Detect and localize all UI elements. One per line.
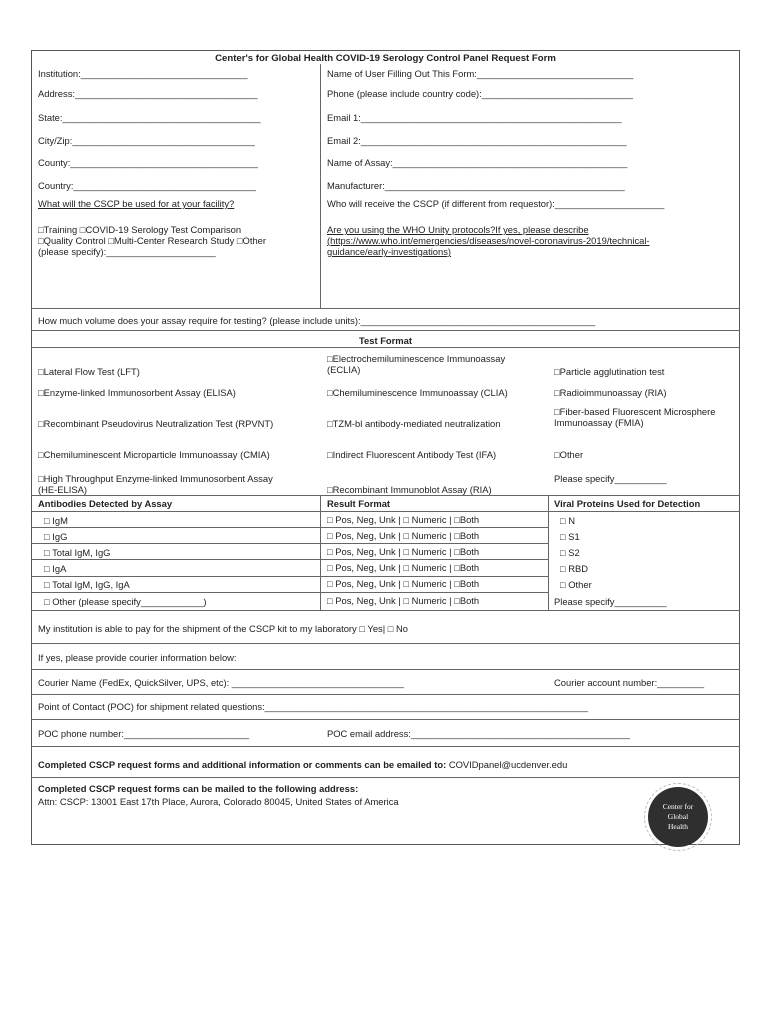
poc-phone-field[interactable]: POC phone number:________________________: [38, 728, 250, 739]
row-line: [31, 576, 548, 577]
poc-field[interactable]: Point of Contact (POC) for shipment related questions:______________________________________________________________: [38, 701, 588, 712]
antibody-iga[interactable]: □ IgA: [44, 563, 67, 574]
request-form: [31, 50, 740, 845]
antibody-total-all[interactable]: □ Total IgM, IgG, IgA: [44, 579, 130, 590]
option-cmia[interactable]: □Chemiluminescent Microparticle Immunoassay (CMIA): [38, 449, 270, 460]
result-format-option[interactable]: □ Pos, Neg, Unk | □ Numeric | □Both: [327, 578, 480, 589]
usage-options-2[interactable]: □Quality Control □Multi-Center Research Study □Other: [38, 235, 267, 246]
result-format-option[interactable]: □ Pos, Neg, Unk | □ Numeric | □Both: [327, 530, 480, 541]
institution-field[interactable]: Institution:________________________________: [38, 68, 248, 79]
courier-info-label: If yes, please provide courier information below:: [38, 652, 237, 663]
section-divider: [320, 64, 321, 308]
city-zip-field[interactable]: City/Zip:___________________________________: [38, 135, 255, 146]
county-field[interactable]: County:____________________________________: [38, 157, 259, 168]
test-format-header: Test Format: [359, 335, 412, 346]
contact-email[interactable]: COVIDpanel@ucdenver.edu: [448, 759, 568, 770]
option-tzm[interactable]: □TZM-bl antibody-mediated neutralization: [327, 418, 501, 429]
logo-line-2: Global: [667, 812, 689, 822]
protein-n[interactable]: □ N: [560, 515, 576, 526]
row-line: [31, 543, 548, 544]
protein-rbd[interactable]: □ RBD: [560, 563, 589, 574]
email-note-text: Completed CSCP request forms and additional information or comments can be emailed to:: [38, 759, 447, 770]
usage-question: What will the CSCP be used for at your facility?: [38, 198, 235, 209]
manufacturer-field[interactable]: Manufacturer:______________________________________________: [327, 180, 625, 191]
shipment-payment-question[interactable]: My institution is able to pay for the shipment of the CSCP kit to my laboratory □ Yes| □ No: [38, 623, 409, 634]
country-field[interactable]: Country:___________________________________: [38, 180, 256, 191]
divider: [31, 746, 740, 747]
divider: [31, 719, 740, 720]
option-eclia[interactable]: □Electrochemiluminescence Immunoassay (ECLIA): [327, 353, 506, 375]
option-elisa[interactable]: □Enzyme-linked Immunosorbent Assay (ELISA): [38, 387, 236, 398]
option-fmia[interactable]: □Fiber-based Fluorescent Microsphere Immunoassay (FMIA): [554, 406, 716, 428]
phone-field[interactable]: Phone (please include country code):_____________________________: [327, 88, 633, 99]
divider: [31, 669, 740, 670]
address-field[interactable]: Address:___________________________________: [38, 88, 258, 99]
option-he-elisa[interactable]: □High Throughput Enzyme-linked Immunosorbent Assay (HE-ELISA): [38, 473, 273, 495]
protein-specify-field[interactable]: Please specify__________: [554, 596, 667, 607]
divider: [31, 610, 740, 611]
protein-s2[interactable]: □ S2: [560, 547, 580, 558]
email1-field[interactable]: Email 1:__________________________________________________: [327, 112, 622, 123]
option-clia[interactable]: □Chemiluminescence Immunoassay (CLIA): [327, 387, 508, 398]
result-format-option[interactable]: □ Pos, Neg, Unk | □ Numeric | □Both: [327, 562, 480, 573]
antibody-igg[interactable]: □ IgG: [44, 531, 68, 542]
divider: [31, 495, 740, 496]
poc-email-field[interactable]: POC email address:__________________________________________: [327, 728, 630, 739]
center-for-global-health-logo: [648, 787, 708, 847]
row-line: [31, 527, 548, 528]
option-ria[interactable]: □Radioimmunoassay (RIA): [554, 387, 667, 398]
result-format-option[interactable]: □ Pos, Neg, Unk | □ Numeric | □Both: [327, 546, 480, 557]
option-ifa[interactable]: □Indirect Fluorescent Antibody Test (IFA): [327, 449, 497, 460]
option-other[interactable]: □Other: [554, 449, 584, 460]
option-particle[interactable]: □Particle agglutination test: [554, 366, 665, 377]
protein-other[interactable]: □ Other: [560, 579, 592, 590]
divider: [31, 777, 740, 778]
divider: [31, 347, 740, 348]
mailing-address: Attn: CSCP: 13001 East 17th Place, Aurora, Colorado 80045, United States of America: [38, 796, 399, 807]
volume-field[interactable]: How much volume does your assay require for testing? (please include units):_____________________________________________: [38, 315, 596, 326]
assay-name-field[interactable]: Name of Assay:_____________________________________________: [327, 157, 628, 168]
email-note: [38, 759, 567, 770]
divider: [31, 643, 740, 644]
logo-line-1: Center for: [662, 802, 694, 812]
who-link-cont[interactable]: guidance/early-investigations): [327, 246, 452, 257]
divider: [31, 308, 740, 309]
antibody-other[interactable]: □ Other (please specify____________): [44, 596, 207, 607]
protein-s1[interactable]: □ S1: [560, 531, 580, 542]
courier-account-field[interactable]: Courier account number:_________: [554, 677, 705, 688]
who-question: Are you using the WHO Unity protocols?If yes, please describe: [327, 224, 589, 235]
usage-options-1[interactable]: □Training □COVID-19 Serology Test Comparison: [38, 224, 242, 235]
state-field[interactable]: State:______________________________________: [38, 112, 261, 123]
mail-note-text: Completed CSCP request forms can be mailed to the following address:: [38, 783, 359, 794]
divider: [31, 330, 740, 331]
result-format-header: Result Format: [327, 498, 391, 509]
option-riba[interactable]: □Recombinant Immunoblot Assay (RIA): [327, 484, 492, 495]
logo-line-3: Health: [668, 821, 688, 831]
result-format-option[interactable]: □ Pos, Neg, Unk | □ Numeric | □Both: [327, 595, 480, 606]
antibody-igm[interactable]: □ IgM: [44, 515, 68, 526]
user-name-field[interactable]: Name of User Filling Out This Form:______________________________: [327, 68, 634, 79]
receiver-field[interactable]: Who will receive the CSCP (if different from requestor):_____________________: [327, 198, 665, 209]
option-rpvnt[interactable]: □Recombinant Pseudovirus Neutralization Test (RPVNT): [38, 418, 274, 429]
row-line: [31, 592, 548, 593]
result-format-option[interactable]: □ Pos, Neg, Unk | □ Numeric | □Both: [327, 514, 480, 525]
divider: [31, 511, 740, 512]
other-specify-field[interactable]: Please specify__________: [554, 473, 667, 484]
column-divider: [548, 495, 549, 610]
divider: [31, 694, 740, 695]
antibodies-header: Antibodies Detected by Assay: [38, 498, 173, 509]
courier-name-field[interactable]: Courier Name (FedEx, QuickSilver, UPS, etc): _________________________________: [38, 677, 404, 688]
email2-field[interactable]: Email 2:___________________________________________________: [327, 135, 627, 146]
viral-proteins-header: Viral Proteins Used for Detection: [554, 498, 701, 509]
option-lft[interactable]: □Lateral Flow Test (LFT): [38, 366, 140, 377]
form-title: Center's for Global Health COVID-19 Serology Control Panel Request Form: [215, 53, 556, 64]
usage-specify[interactable]: (please specify):_____________________: [38, 246, 216, 257]
who-link[interactable]: (https://www.who.int/emergencies/diseases/novel-coronavirus-2019/technical-: [327, 235, 650, 246]
row-line: [31, 559, 548, 560]
antibody-total-igm-igg[interactable]: □ Total IgM, IgG: [44, 547, 111, 558]
